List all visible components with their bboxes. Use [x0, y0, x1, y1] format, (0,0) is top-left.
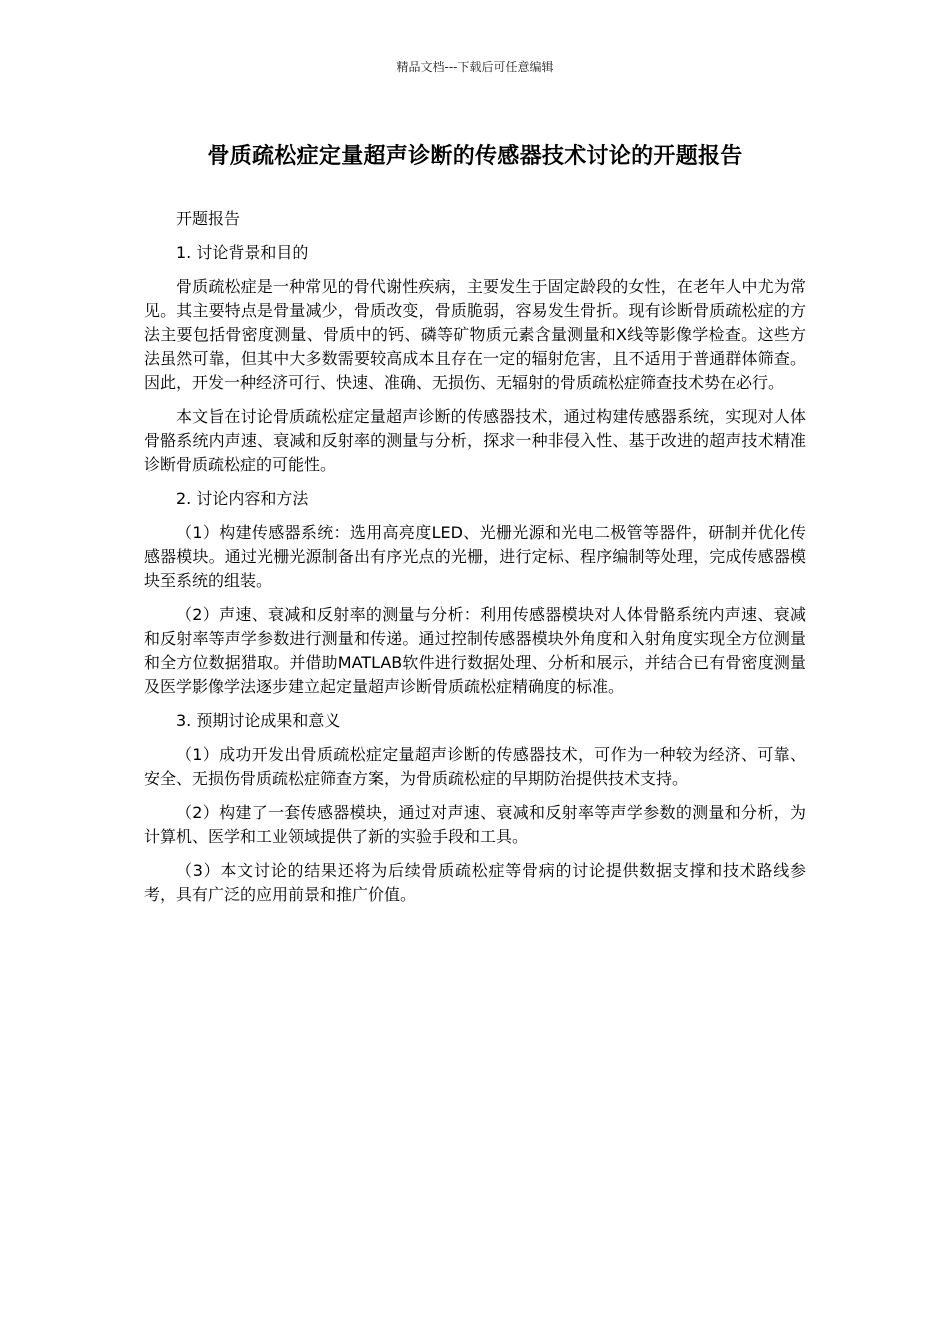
document-body — [144, 207, 806, 917]
section-1-paragraph-2: 本文旨在讨论骨质疏松症定量超声诊断的传感器技术，通过构建传感器系统，实现对人体骨骼系统内声速、衰减和反射率的测量与分析，探求一种非侵入性、基于改进的超声技术精准诊断骨质疏松症的可能性。 — [144, 407, 806, 474]
document-title: 骨质疏松症定量超声诊断的传感器技术讨论的开题报告 — [207, 144, 743, 169]
section-3-paragraph-2: （2）构建了一套传感器模块，通过对声速、衰减和反射率等声学参数的测量和分析，为计算机、医学和工业领域提供了新的实验手段和工具。 — [144, 803, 806, 846]
header-note: 精品文档---下载后可任意编辑 — [396, 60, 554, 74]
section-3-paragraph-1: （1）成功开发出骨质疏松症定量超声诊断的传感器技术，可作为一种较为经济、可靠、安全、无损伤骨质疏松症筛查方案，为骨质疏松症的早期防治提供技术支持。 — [144, 745, 806, 788]
section-2-paragraph-2: （2）声速、衰减和反射率的测量与分析：利用传感器模块对人体骨骼系统内声速、衰减和反射率等声学参数进行测量和传递。通过控制传感器模块外角度和入射角度实现全方位测量和全方位数据猎取。并借助MATLAB软件进行数据处理、分析和展示，并结合已有骨密度测量及医学影像学法逐步建立起定量超声诊断骨质疏松症精确度的标准。 — [144, 605, 806, 696]
section-2-paragraph-1: （1）构建传感器系统：选用高亮度LED、光栅光源和光电二极管等器件，研制并优化传感器模块。通过光栅光源制备出有序光点的光栅，进行定标、程序编制等处理，完成传感器模块至系统的组装。 — [144, 523, 806, 590]
intro-label: 开题报告 — [176, 209, 241, 228]
section-2-heading: 2. 讨论内容和方法 — [176, 489, 309, 508]
section-3-paragraph-3: （3）本文讨论的结果还将为后续骨质疏松症等骨病的讨论提供数据支撑和技术路线参考，具有广泛的应用前景和推广价值。 — [144, 861, 806, 904]
section-1-paragraph-1: 骨质疏松症是一种常见的骨代谢性疾病，主要发生于固定龄段的女性，在老年人中尤为常见。其主要特点是骨量减少，骨质改变，骨质脆弱，容易发生骨折。现有诊断骨质疏松症的方法主要包括骨密度测量、骨质中的钙、磷等矿物质元素含量测量和X线等影像学检查。这些方法虽然可靠，但其中大多数需要较高成本且存在一定的辐射危害，且不适用于普通群体筛查。因此，开发一种经济可行、快速、准确、无损伤、无辐射的骨质疏松症筛查技术势在必行。 — [144, 277, 806, 392]
section-1-heading: 1. 讨论背景和目的 — [176, 243, 309, 262]
section-3-heading: 3. 预期讨论成果和意义 — [176, 711, 341, 730]
